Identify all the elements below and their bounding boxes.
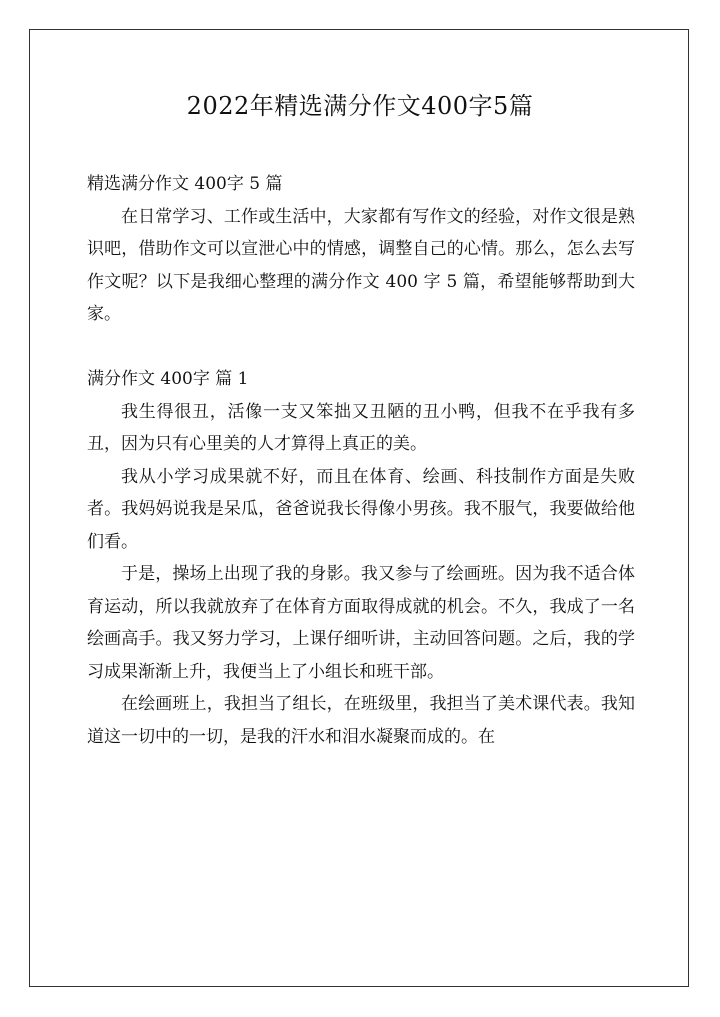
body-paragraph-1: 我生得很丑，活像一支又笨拙又丑陋的丑小鸭，但我不在乎我有多丑，因为只有心里美的人才算得上真正的美。 bbox=[87, 401, 635, 454]
body-paragraph-4: 在绘画班上，我担当了组长，在班级里，我担当了美术课代表。我知道这一切中的一切，是我的汗水和泪水凝聚而成的。在 bbox=[87, 694, 635, 747]
section-heading: 满分作文 400字 篇 1 bbox=[87, 369, 249, 389]
document-body bbox=[87, 168, 635, 753]
body-paragraph-2: 我从小学习成果就不好，而且在体育、绘画、科技制作方面是失败者。我妈妈说我是呆瓜，爸爸说我长得像小男孩。我不服气，我要做给他们看。 bbox=[87, 466, 635, 552]
intro-heading: 精选满分作文 400字 5 篇 bbox=[87, 174, 283, 194]
section-gap bbox=[87, 331, 635, 364]
body-paragraph-3: 于是，操场上出现了我的身影。我又参与了绘画班。因为我不适合体育运动，所以我就放弃了在体育方面取得成就的机会。不久，我成了一名绘画高手。我又努力学习，上课仔细听讲，主动回答问题。之后，我的学习成果渐渐上升，我便当上了小组长和班干部。 bbox=[87, 564, 635, 682]
document-title: 2022年精选满分作文400字5篇 bbox=[186, 92, 534, 120]
intro-paragraph: 在日常学习、工作或生活中，大家都有写作文的经验，对作文很是熟识吧，借助作文可以宣泄心中的情感，调整自己的心情。那么，怎么去写作文呢？以下是我细心整理的满分作文 400 字 5 篇，希望能够帮助到大家。 bbox=[87, 206, 635, 324]
